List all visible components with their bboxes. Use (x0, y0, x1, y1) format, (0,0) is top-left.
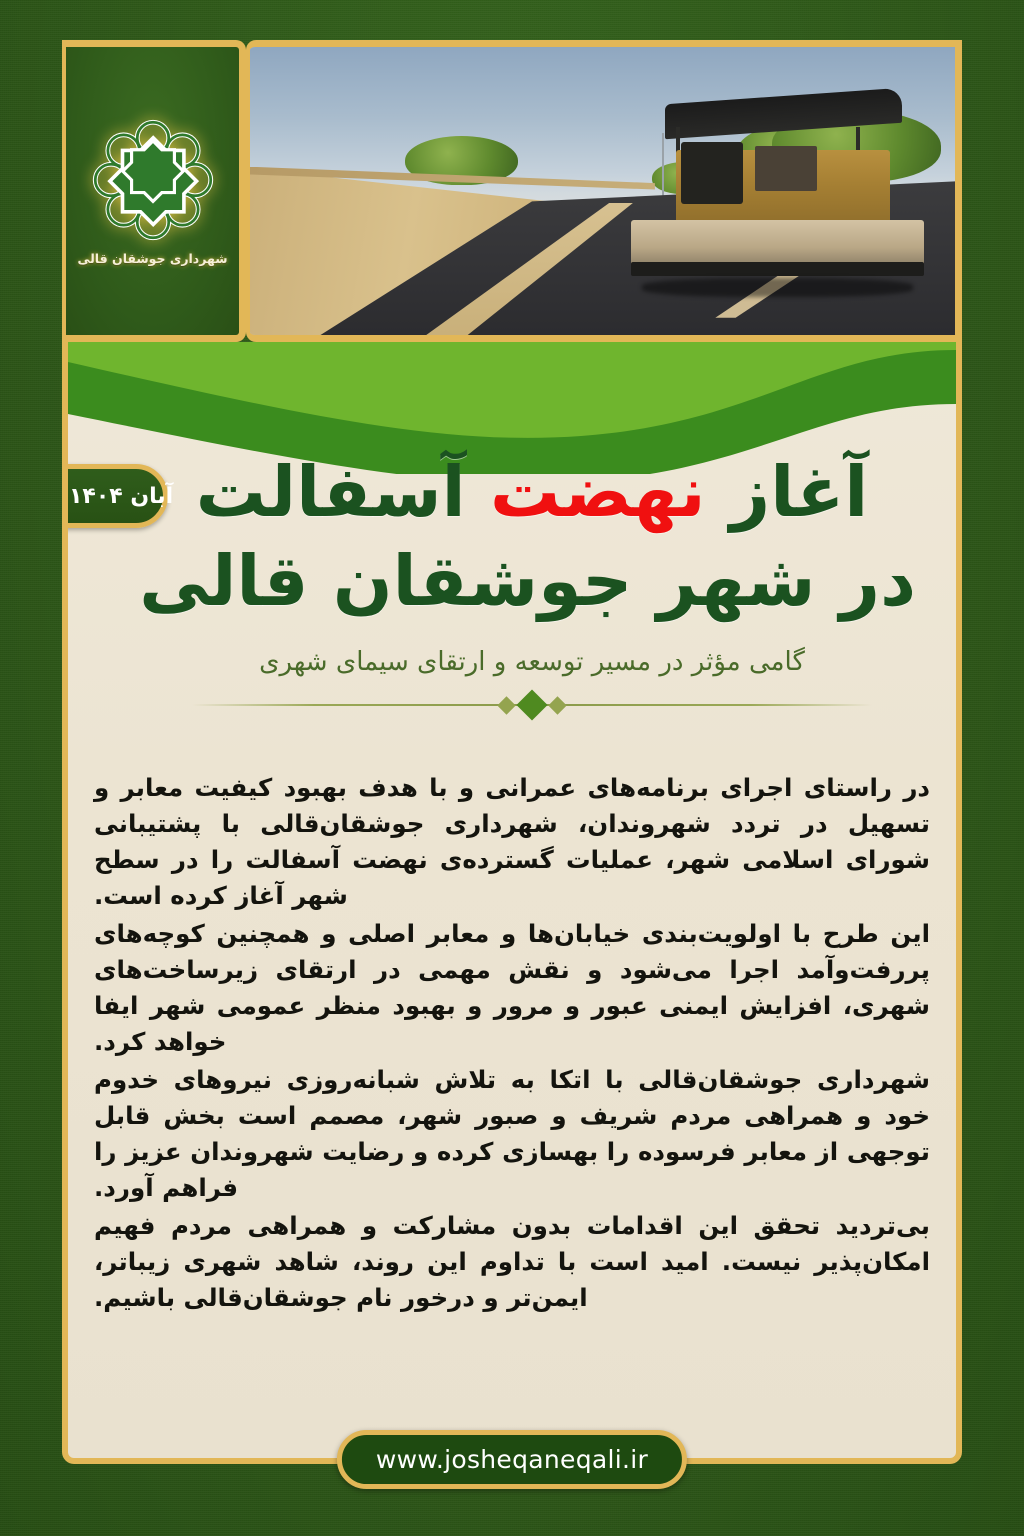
poster-title-line-1 (148, 450, 916, 535)
poster-subtitle: گامی مؤثر در مسیر توسعه و ارتقای سیمای شهری (259, 646, 805, 677)
website-url-pill[interactable] (337, 1430, 687, 1489)
hero-photo-frame (246, 40, 962, 342)
divider-diamond-icon (548, 696, 566, 714)
paver-hopper (755, 146, 817, 192)
poster-title-line-2: در شهر جوشقان قالی (139, 540, 916, 623)
body-paragraph: شهرداری جوشقان‌قالی با اتکا به تلاش شبانه‌روزی نیروهای خدوم خود و همراهی مردم شریف و صبور شهر، مصمم است بخش قابل توجهی از معابر فرسوده را بهسازی کرده و رضایت شهروندان عزیز را فراهم آورد. (94, 1065, 930, 1202)
title-highlight-word: نهضت (489, 451, 706, 533)
title-block (68, 450, 956, 717)
body-paragraph: بی‌تردید تحقق این اقدامات بدون مشارکت و همراهی مردم فهیم امکان‌پذیر نیست. امید است با تداوم این روند، شاهد شهری زیباتر، ایمن‌تر و درخور نام جوشقان‌قالی باشیم. (94, 1211, 930, 1312)
logo-panel (62, 40, 246, 342)
header-row (62, 40, 962, 342)
date-badge (62, 464, 174, 528)
paver-screed-bar (631, 262, 924, 277)
body-paragraph: این طرح با اولویت‌بندی خیابان‌ها و معابر اصلی و همچنین کوچه‌های پررفت‌وآمد اجرا می‌شود و نقش مهمی در ارتقای زیرساخت‌های شهری، افزایش ایمنی عبور و مرور و بهبود منظر عمومی شهر ایفا خواهد کرد. (94, 919, 930, 1056)
date-badge-label: آبان ۱۴۰۴ (69, 483, 174, 509)
paver-cab (681, 142, 743, 204)
paver-canopy (665, 88, 902, 140)
paver-shadow (642, 278, 913, 297)
ornament-divider (192, 693, 872, 717)
municipality-star-rosette-logo-icon (90, 117, 216, 243)
body-paragraph: در راستای اجرای برنامه‌های عمرانی و با هدف بهبود کیفیت معابر و تسهیل در تردد شهروندان، شهرداری جوشقان‌قالی با پشتیبانی شورای اسلامی شهر، عملیات گسترده‌ی نهضت آسفالت را در سطح شهر آغاز کرده است. (94, 773, 930, 910)
body-text (94, 770, 930, 1318)
asphalt-paver-machine (659, 96, 941, 303)
website-url-label: www.josheqaneqali.ir (375, 1445, 649, 1474)
hero-photo (250, 47, 955, 335)
divider-diamond-icon (497, 696, 515, 714)
logo-caption: شهرداری جوشقان قالی (77, 250, 228, 266)
paver-screed (631, 220, 924, 266)
content-panel (62, 342, 962, 1464)
title-part-2: آسفالت (195, 451, 490, 533)
divider-diamond-icon (516, 689, 547, 720)
title-part-1: آغاز (705, 451, 869, 533)
